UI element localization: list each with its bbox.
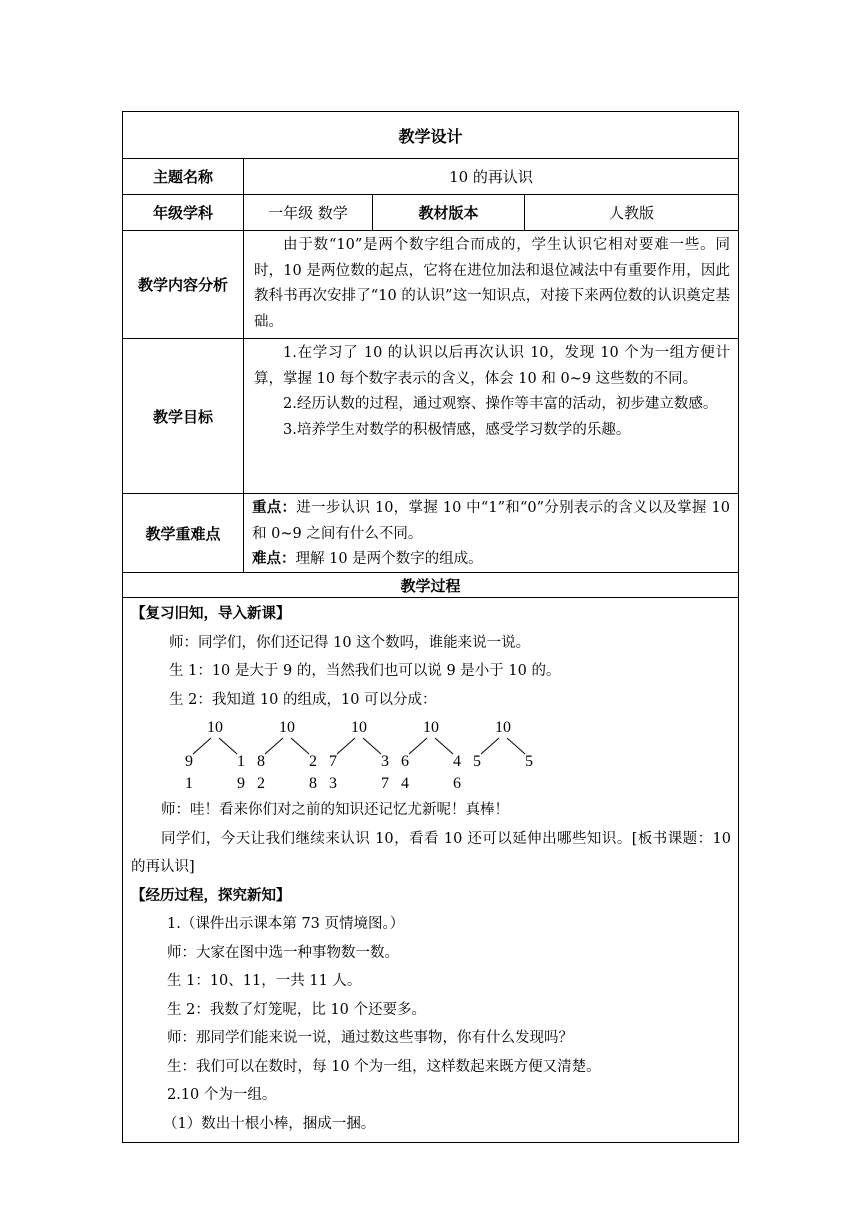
dialogue-line: 同学们，今天让我们继续来认识 10，看看 10 还可以延伸出哪些知识。[板书课题：10 的再认识]	[131, 830, 731, 875]
process-title-row	[123, 573, 738, 598]
decomposition-left-part: 5	[473, 753, 481, 770]
difficulty-label: 难点：	[252, 551, 296, 567]
analysis-row	[123, 231, 738, 339]
topic-value: 10 的再认识	[243, 159, 738, 194]
dialogue-line: 师：哇！看来你们对之前的知识还记忆尤新呢！真棒！	[161, 802, 509, 818]
decomposition-branch	[435, 738, 453, 754]
decomposition-right-part: 2	[309, 753, 317, 770]
dialogue-line: 1.（课件出示课本第 73 页情境图。）	[167, 916, 405, 932]
objective-item: 3.培养学生对数学的积极情感，感受学习数学的乐趣。	[283, 421, 631, 438]
decomposition-svg	[131, 716, 731, 792]
decomposition-right-part: 8	[309, 775, 317, 792]
decomposition-branch	[481, 738, 499, 754]
section-heading: 【经历过程，探究新知】	[131, 887, 291, 904]
decomposition-total: 10	[495, 719, 511, 736]
dialogue-line: 师：那同学们能来说一说，通过数这些事物，你有什么发现吗？	[167, 1030, 573, 1046]
decomposition-left-part: 4	[401, 775, 409, 792]
difficulty-text: 理解 10 是两个数字的组成。	[295, 551, 483, 567]
decomposition-left-part: 3	[329, 775, 337, 792]
decomposition-group	[185, 719, 245, 792]
decomposition-right-part: 4	[453, 753, 461, 770]
decomposition-left-part: 2	[257, 775, 265, 792]
decomposition-branch	[265, 738, 283, 754]
dialogue-line: 生 2：我知道 10 的组成，10 可以分成：	[169, 691, 437, 708]
decomposition-left-part: 7	[329, 753, 337, 770]
key-points-label: 教学重难点	[145, 524, 221, 543]
decomposition-right-part: 3	[381, 753, 389, 770]
decomposition-total: 10	[207, 719, 223, 736]
dialogue-line: 生：我们可以在数时，每 10 个为一组，这样数起来既方便又清楚。	[167, 1058, 601, 1075]
objectives-list	[243, 339, 738, 493]
decomposition-total: 10	[351, 719, 367, 736]
dialogue-line: （1）数出十根小棒，捆成一捆。	[163, 1115, 376, 1132]
process-row	[123, 598, 738, 1142]
decomposition-left-part: 8	[257, 753, 265, 770]
edition-label: 教材版本	[372, 195, 524, 230]
lesson-plan-table	[122, 111, 739, 1143]
grade-row	[123, 195, 738, 231]
decomposition-branch	[193, 738, 211, 754]
dialogue-line: 生 2：我数了灯笼呢，比 10 个还要多。	[167, 1001, 427, 1018]
analysis-text: 由于数“10”是两个数字组合而成的，学生认识它相对要难一些。同时，10 是两位数的起点，它将在进位加法和退位减法中有重要作用，因此教科书再次安排了“10 的认识”这一知识点，对接下来两位数的认识奠定基础。	[243, 231, 738, 338]
objective-item: 2.经历认数的过程，通过观察、操作等丰富的活动，初步建立数感。	[283, 396, 718, 412]
key-points-content	[243, 494, 738, 572]
decomposition-group	[473, 719, 533, 770]
analysis-label: 教学内容分析	[137, 276, 228, 294]
edition-value: 人教版	[524, 195, 738, 230]
number-decomposition-diagram	[131, 716, 731, 792]
grade-label: 年级学科	[152, 204, 213, 222]
difficulty-point	[252, 547, 730, 573]
decomposition-group	[401, 719, 461, 792]
decomposition-group	[257, 719, 317, 792]
grade-value: 一年级 数学	[243, 195, 372, 230]
topic-row	[123, 159, 738, 195]
decomposition-left-part: 9	[185, 753, 193, 770]
key-point	[252, 496, 730, 547]
decomposition-left-part: 1	[185, 775, 193, 792]
key-points-row	[123, 494, 738, 573]
topic-label: 主题名称	[152, 168, 213, 186]
objectives-row	[123, 339, 738, 494]
decomposition-right-part: 9	[237, 775, 245, 792]
dialogue-line: 生 1：10 是大于 9 的，当然我们也可以说 9 是小于 10 的。	[169, 663, 561, 679]
decomposition-branch	[337, 738, 355, 754]
decomposition-right-part: 5	[525, 753, 533, 770]
dialogue-line: 生 1：10、11，一共 11 人。	[167, 973, 362, 989]
decomposition-right-part: 7	[381, 775, 389, 792]
decomposition-group	[329, 719, 389, 792]
decomposition-total: 10	[423, 719, 439, 736]
title-row	[123, 112, 738, 159]
decomposition-right-part: 1	[237, 753, 245, 770]
process-title: 教学过程	[400, 576, 461, 595]
objective-item: 1.在学习了 10 的认识以后再次认识 10，发现 10 个为一组方便计算，掌握 10 每个数字表示的含义，体会 10 和 0~9 这些数的不同。	[254, 345, 730, 387]
dialogue-line: 师：同学们，你们还记得 10 这个数吗，谁能来说一说。	[169, 634, 531, 651]
decomposition-total: 10	[279, 719, 295, 736]
decomposition-branch	[363, 738, 381, 754]
dialogue-line: 2.10 个为一组。	[167, 1087, 277, 1103]
decomposition-branch	[219, 738, 237, 754]
decomposition-branch	[507, 738, 525, 754]
decomposition-branch	[291, 738, 309, 754]
decomposition-branch	[409, 738, 427, 754]
section-heading: 【复习旧知，导入新课】	[131, 606, 291, 622]
objectives-label: 教学目标	[152, 407, 213, 426]
key-point-text: 进一步认识 10，掌握 10 中“1”和“0”分别表示的含义以及掌握 10 和 0~9 之间有什么不同。	[252, 500, 731, 542]
decomposition-right-part: 6	[453, 775, 461, 792]
decomposition-left-part: 6	[401, 753, 409, 770]
dialogue-line: 师：大家在图中选一种事物数一数。	[167, 944, 399, 961]
page-title: 教学设计	[398, 126, 463, 146]
key-point-label: 重点：	[252, 500, 297, 516]
process-content	[123, 598, 739, 1142]
